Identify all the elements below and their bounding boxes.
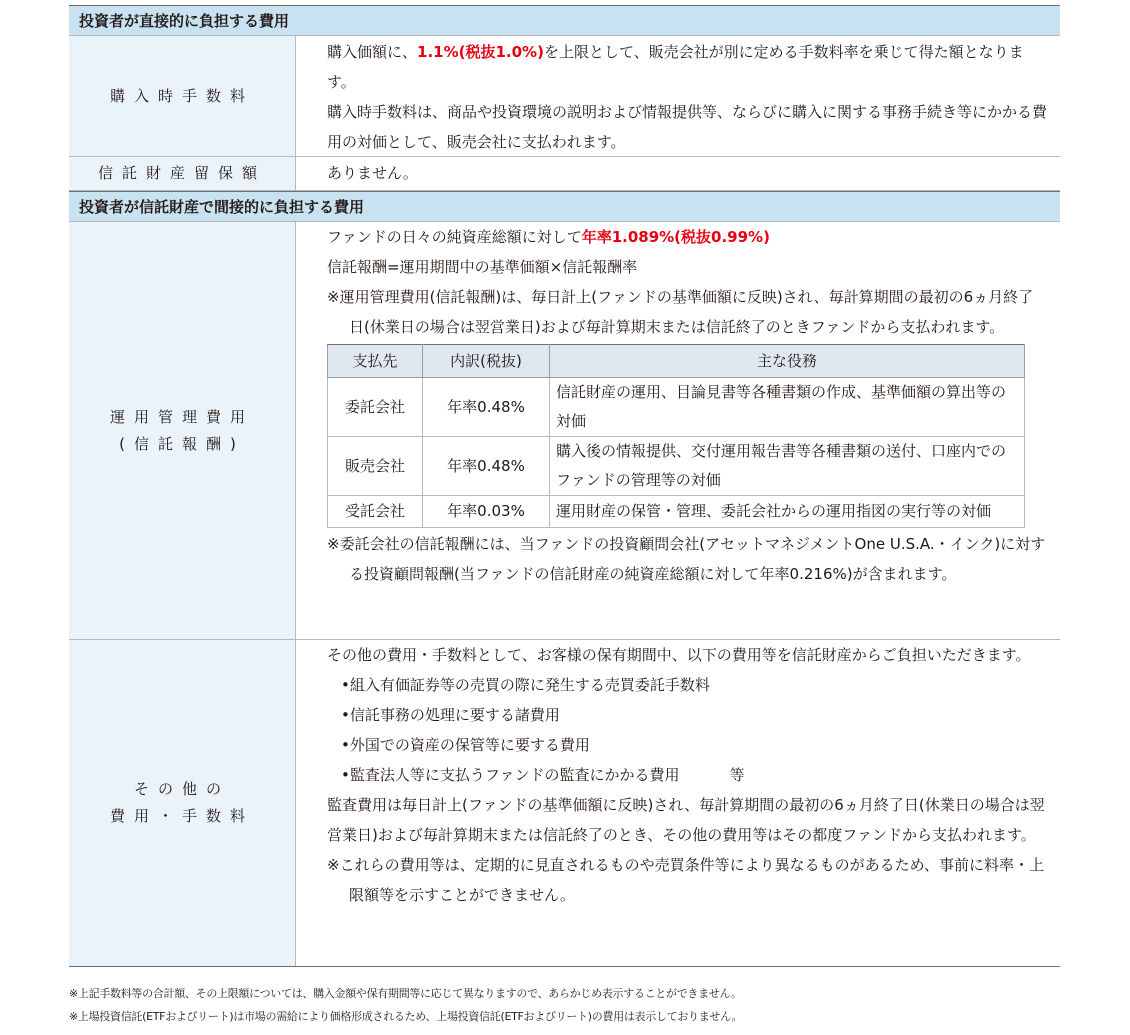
purchase-fee-content	[296, 36, 1060, 156]
management-fee-rate: 年率1.089%(税抜0.99%)	[581, 228, 770, 246]
col-breakdown: 内訳(税抜)	[423, 345, 550, 378]
management-fee-note1: ※運用管理費用(信託報酬)は、毎日計上(ファンドの基準価額に反映)され、毎計算期間の最初の6ヵ月終了日(休業日の場合は翌営業日)および毎計算期末または信託終了のときファンドから支払われます。	[327, 288, 1034, 336]
retention-row	[69, 157, 1060, 191]
retention-value: ありません。	[327, 164, 418, 182]
purchase-fee-rate: 1.1%(税抜1.0%)	[417, 43, 544, 61]
other-costs-label: その他の 費用・手数料	[69, 640, 296, 966]
purchase-fee-label: 購入時手数料	[69, 36, 296, 156]
table-row	[328, 378, 1025, 437]
retention-label: 信託財産留保額	[69, 157, 296, 190]
other-costs-content	[296, 640, 1060, 966]
management-fee-line1: ファンドの日々の純資産総額に対して年率1.089%(税抜0.99%)	[327, 228, 770, 246]
col-role: 主な役務	[550, 345, 1025, 378]
rate-cell: 年率0.03%	[423, 496, 550, 528]
col-payee: 支払先	[328, 345, 423, 378]
management-fee-row	[69, 222, 1060, 640]
list-item: •組入有価証券等の売買の際に発生する売買委託手数料	[341, 676, 710, 694]
other-costs-note: ※これらの費用等は、定期的に見直されるものや売買条件等により異なるものがあるため、事前に料率・上限額等を示すことができません。	[327, 856, 1044, 904]
payee-cell: 委託会社	[328, 378, 423, 437]
section-indirect-cost-header: 投資者が信託財産で間接的に負担する費用	[69, 191, 1060, 222]
purchase-fee-row	[69, 36, 1060, 157]
management-fee-note2: ※委託会社の信託報酬には、当ファンドの投資顧問会社(アセットマネジメントOne U.S.A.・インク)に対する投資顧問報酬(当ファンドの信託財産の純資産総額に対して年率0.216%)が含まれます。	[327, 535, 1046, 583]
audit-fee-text: 監査費用は毎日計上(ファンドの基準価額に反映)され、毎計算期間の最初の6ヵ月終了日(休業日の場合は翌営業日)および毎計算期末または信託終了のとき、その他の費用等はその都度ファンドから支払われます。	[327, 796, 1045, 844]
footnote-2: ※上場投資信託(ETFおよびリート)は市場の需給により価格形成されるため、上場投資信託(ETFおよびリート)の費用は表示しておりません。	[69, 1010, 743, 1023]
list-item: •外国での資産の保管等に要する費用	[341, 736, 590, 754]
management-fee-label: 運用管理費用 (信託報酬)	[69, 222, 296, 639]
fee-breakdown-header	[328, 345, 1025, 378]
role-cell: 購入後の情報提供、交付運用報告書等各種書類の送付、口座内でのファンドの管理等の対価	[550, 437, 1025, 496]
rate-cell: 年率0.48%	[423, 378, 550, 437]
payee-cell: 販売会社	[328, 437, 423, 496]
fee-breakdown-table	[327, 344, 1025, 528]
fee-table	[69, 5, 1060, 967]
purchase-fee-line2: 購入時手数料は、商品や投資環境の説明および情報提供等、ならびに購入に関する事務手続き等にかかる費用の対価として、販売会社に支払われます。	[327, 103, 1048, 151]
management-fee-formula: 信託報酬=運用期間中の基準価額×信託報酬率	[327, 258, 638, 276]
purchase-fee-line1: 購入価額に、1.1%(税抜1.0%)を上限として、販売会社が別に定める手数料率を乗じて得た額となります。	[327, 43, 1024, 91]
management-fee-content	[296, 222, 1060, 639]
rate-cell: 年率0.48%	[423, 437, 550, 496]
list-item: •監査法人等に支払うファンドの監査にかかる費用 等	[341, 766, 745, 784]
role-cell: 信託財産の運用、目論見書等各種書類の作成、基準価額の算出等の対価	[550, 378, 1025, 437]
list-item: •信託事務の処理に要する諸費用	[341, 706, 560, 724]
table-row	[328, 496, 1025, 528]
section-direct-cost-header: 投資者が直接的に負担する費用	[69, 5, 1060, 36]
other-costs-intro: その他の費用・手数料として、お客様の保有期間中、以下の費用等を信託財産からご負担いただきます。	[327, 646, 1031, 664]
table-row	[328, 437, 1025, 496]
etc-text: 等	[729, 766, 745, 784]
payee-cell: 受託会社	[328, 496, 423, 528]
role-cell: 運用財産の保管・管理、委託会社からの運用指図の実行等の対価	[550, 496, 1025, 528]
other-costs-row	[69, 640, 1060, 967]
footnote-1: ※上記手数料等の合計額、その上限額については、購入金額や保有期間等に応じて異なりますので、あらかじめ表示することができません。	[69, 987, 742, 1000]
